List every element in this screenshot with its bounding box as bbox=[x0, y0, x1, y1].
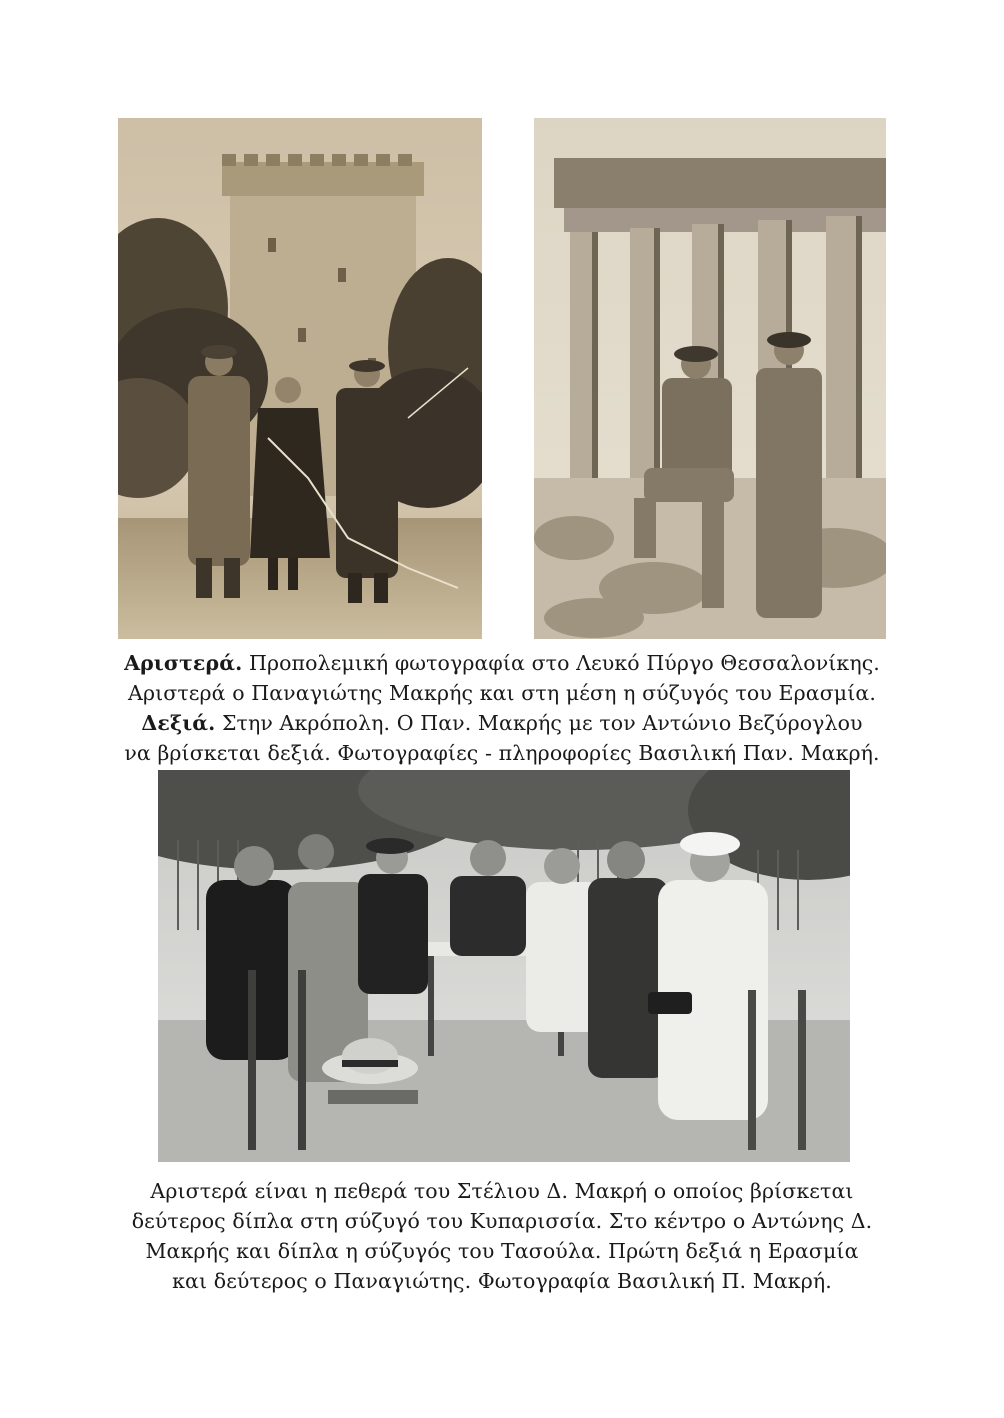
bottom-caption-line-4: και δεύτερος ο Παναγιώτης. Φωτογραφία Βασιλική Π. Μακρή. bbox=[172, 1269, 832, 1293]
caption-line-text: Προπολεμική φωτογραφία στο Λευκό Πύργο Θεσσαλονίκης. bbox=[242, 651, 880, 675]
top-caption-line-1 bbox=[0, 648, 1004, 678]
caption-line-text: Στην Ακρόπολη. Ο Παν. Μακρής με τον Αντώνιο Βεζύρογλου bbox=[215, 711, 863, 735]
photo-acropolis bbox=[534, 118, 886, 639]
caption-left-label: Αριστερά. bbox=[124, 651, 243, 675]
photo-cafe-group bbox=[158, 770, 850, 1162]
bottom-caption-line-2: δεύτερος δίπλα στη σύζυγό του Κυπαρισσία. Στο κέντρο ο Αντώνης Δ. bbox=[131, 1209, 873, 1233]
bottom-caption-line-3: Μακρής και δίπλα η σύζυγός του Τασούλα. Πρώτη δεξιά η Ερασμία bbox=[145, 1239, 859, 1263]
top-caption-line-3 bbox=[0, 708, 1004, 738]
top-caption-line-2: Αριστερά ο Παναγιώτης Μακρής και στη μέση η σύζυγός του Ερασμία. bbox=[128, 681, 876, 705]
bottom-caption bbox=[0, 1176, 1004, 1296]
photo-white-tower bbox=[118, 118, 482, 639]
top-caption-line-4: να βρίσκεται δεξιά. Φωτογραφίες - πληροφορίες Βασιλική Παν. Μακρή. bbox=[124, 741, 880, 765]
top-caption bbox=[0, 648, 1004, 768]
bottom-caption-line-1: Αριστερά είναι η πεθερά του Στέλιου Δ. Μακρή ο οποίος βρίσκεται bbox=[150, 1179, 854, 1203]
caption-right-label: Δεξιά. bbox=[141, 711, 216, 735]
